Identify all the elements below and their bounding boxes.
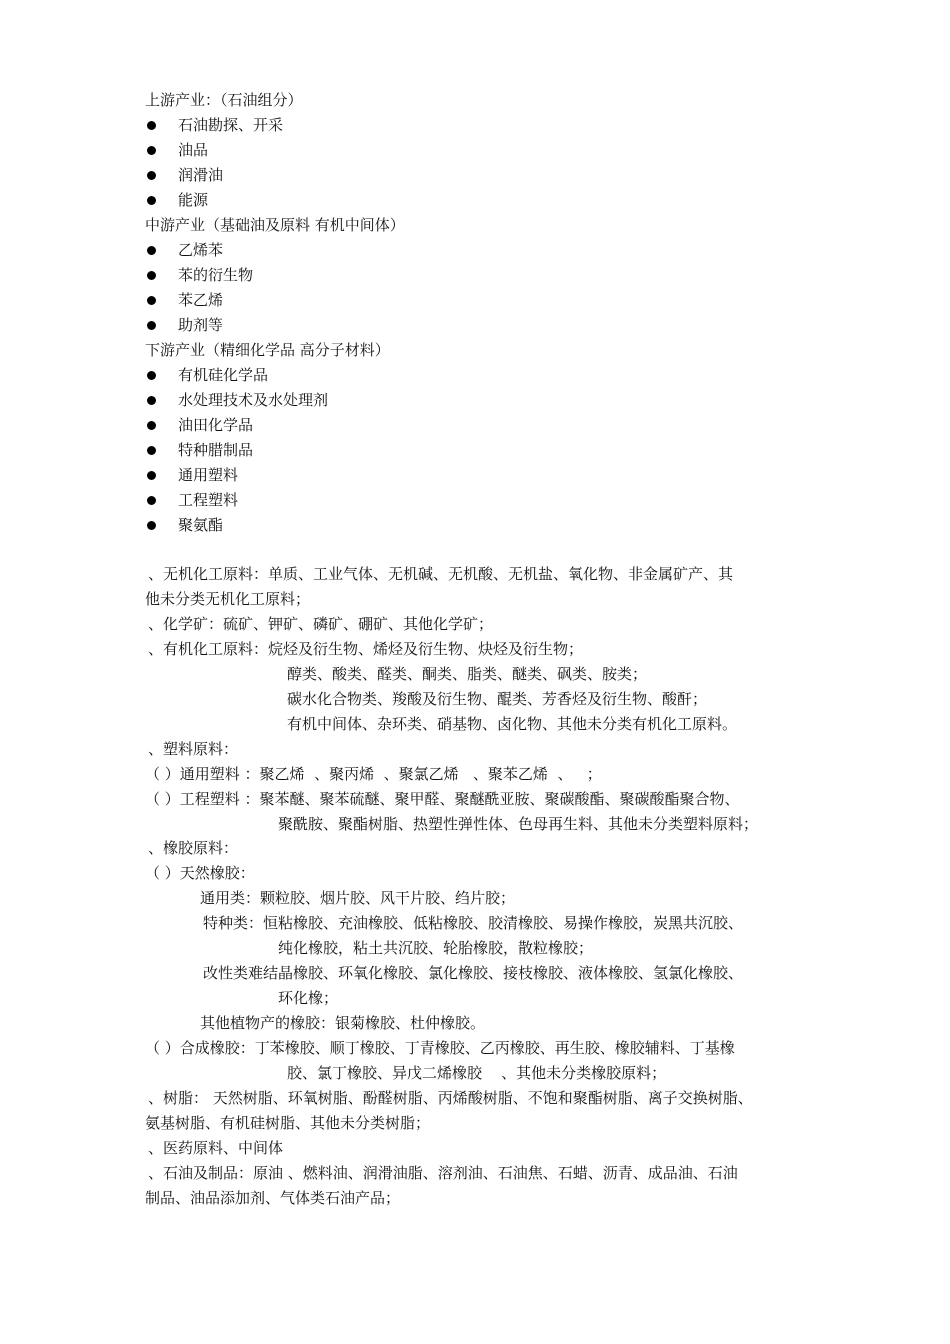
bullet-icon <box>147 421 156 430</box>
list-item-text: 工程塑料 <box>178 491 239 509</box>
list-item-text: 有机硅化学品 <box>178 366 269 384</box>
natural-rubber-heading: （ ）天然橡胶： <box>145 864 255 882</box>
list-item-text: 通用塑料 <box>178 466 239 484</box>
list-item-text: 能源 <box>178 191 209 209</box>
mineral-line: 、化学矿：硫矿、钾矿、磷矿、硼矿、其他化学矿； <box>148 615 494 633</box>
list-item-text: 润滑油 <box>178 166 224 184</box>
downstream-heading: 下游产业（精细化学品 高分子材料） <box>145 341 390 359</box>
bullet-icon <box>147 146 156 155</box>
plastic-general-line: （ ）通用塑料 ：聚乙烯 、聚丙烯 、聚氯乙烯 、聚苯乙烯 、 ； <box>145 765 602 783</box>
bullet-icon <box>147 296 156 305</box>
bullet-icon <box>147 496 156 505</box>
list-item-text: 苯乙烯 <box>178 291 224 309</box>
midstream-heading: 中游产业（基础油及原料 有机中间体） <box>145 216 405 234</box>
special-class-line-1: 特种类：恒粘橡胶、充油橡胶、低粘橡胶、胶清橡胶、易操作橡胶，炭黑共沉胶、 <box>203 914 744 932</box>
bullet-icon <box>147 471 156 480</box>
plastic-engineering-line-1: （ ）工程塑料 ：聚苯醚、聚苯硫醚、聚甲醛、聚醚酰亚胺、聚碳酸酯、聚碳酸酯聚合物、 <box>145 790 740 808</box>
bullet-icon <box>147 521 156 530</box>
bullet-icon <box>147 321 156 330</box>
bullet-icon <box>147 171 156 180</box>
list-item-text: 乙烯苯 <box>178 241 224 259</box>
bullet-icon <box>147 396 156 405</box>
petroleum-line-2: 制品、油品添加剂、气体类石油产品； <box>145 1189 401 1207</box>
list-item-text: 苯的衍生物 <box>178 266 254 284</box>
list-item-text: 特种腊制品 <box>178 441 254 459</box>
list-item-text: 水处理技术及水处理剂 <box>178 391 329 409</box>
list-item-text: 石油勘探、开采 <box>178 116 284 134</box>
organic-line-2: 醇类、酸类、醛类、酮类、脂类、醚类、砜类、胺类； <box>287 665 648 683</box>
bullet-icon <box>147 371 156 380</box>
bullet-icon <box>147 271 156 280</box>
list-item-text: 聚氨酯 <box>178 516 224 534</box>
pharma-line: 、医药原料、中间体 <box>148 1139 284 1157</box>
modified-class-line-2: 环化橡； <box>278 989 339 1007</box>
petroleum-line-1: 、石油及制品：原油 、燃料油、润滑油脂、溶剂油、石油焦、石蜡、沥青、成品油、石油 <box>148 1164 738 1182</box>
plastic-engineering-line-2: 聚酰胺、聚酯树脂、热塑性弹性体、色母再生料、其他未分类塑料原料； <box>278 815 759 833</box>
bullet-icon <box>147 246 156 255</box>
list-item-text: 油田化学品 <box>178 416 254 434</box>
bullet-icon <box>147 196 156 205</box>
resin-line-2: 氨基树脂、有机硅树脂、其他未分类树脂； <box>145 1114 431 1132</box>
synthetic-rubber-line-1: （ ）合成橡胶：丁苯橡胶、顺丁橡胶、丁青橡胶、乙丙橡胶、再生胶、橡胶辅料、丁基橡 <box>145 1039 735 1057</box>
bullet-icon <box>147 121 156 130</box>
organic-line-3: 碳水化合物类、羧酸及衍生物、醌类、芳香烃及衍生物、酸酐； <box>287 690 708 708</box>
synthetic-rubber-line-2: 胶、氯丁橡胶、异戊二烯橡胶 、其他未分类橡胶原料； <box>287 1064 667 1082</box>
modified-class-line-1: 改性类难结晶橡胶、环氧化橡胶、氯化橡胶、接枝橡胶、液体橡胶、氢氯化橡胶、 <box>203 964 744 982</box>
general-class-line: 通用类：颗粒胶、烟片胶、风干片胶、绉片胶； <box>200 889 516 907</box>
inorganic-line-1: 、无机化工原料：单质、工业气体、无机碱、无机酸、无机盐、氧化物、非金属矿产、其 <box>148 565 734 583</box>
resin-line-1: 、树脂： 天然树脂、环氧树脂、酚醛树脂、丙烯酸树脂、不饱和聚酯树脂、离子交换树脂、 <box>148 1089 753 1107</box>
special-class-line-2: 纯化橡胶，粘土共沉胶、轮胎橡胶，散粒橡胶； <box>278 939 594 957</box>
organic-line-4: 有机中间体、杂环类、硝基物、卤化物、其他未分类有机化工原料。 <box>287 715 738 733</box>
organic-line-1: 、有机化工原料：烷烃及衍生物、烯烃及衍生物、炔烃及衍生物； <box>148 640 584 658</box>
rubber-heading: 、橡胶原料： <box>148 839 239 857</box>
list-item-text: 助剂等 <box>178 316 224 334</box>
plastic-heading: 、塑料原料： <box>148 740 239 758</box>
upstream-heading: 上游产业：（石油组分） <box>145 91 303 109</box>
other-plant-rubber-line: 其他植物产的橡胶：银菊橡胶、杜仲橡胶。 <box>200 1014 486 1032</box>
inorganic-line-2: 他未分类无机化工原料； <box>145 590 311 608</box>
list-item-text: 油品 <box>178 141 209 159</box>
bullet-icon <box>147 446 156 455</box>
